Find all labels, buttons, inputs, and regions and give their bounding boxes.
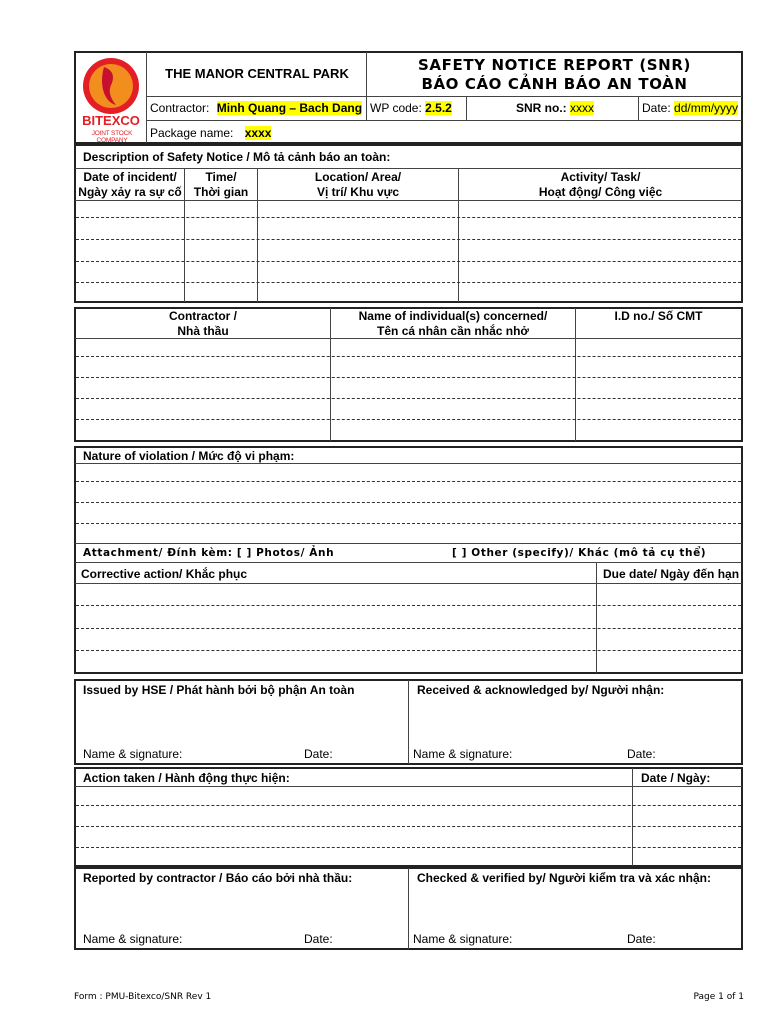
due-date-title: Due date/ Ngày đến hạn <box>603 567 740 581</box>
col-activity <box>459 170 742 200</box>
checked-date[interactable]: Date: <box>627 932 656 946</box>
received-by-title: Received & acknowledged by/ Người nhận: <box>417 683 665 697</box>
received-name-signature[interactable]: Name & signature: <box>413 747 513 761</box>
col-time-vi: Thời gian <box>193 185 249 199</box>
col-location-en: Location/ Area/ <box>314 170 402 184</box>
date-label: Date: <box>642 101 671 115</box>
corrective-row-line[interactable] <box>76 605 741 606</box>
col-contractor <box>76 309 330 339</box>
col-activity-en: Activity/ Task/ <box>560 170 641 184</box>
description-row-line[interactable] <box>76 261 741 262</box>
project-name: THE MANOR CENTRAL PARK <box>165 66 349 81</box>
issued-by-title: Issued by HSE / Phát hành bởi bộ phận An toàn <box>83 683 355 697</box>
logo-emblem <box>76 53 146 142</box>
col-contractor-en: Contractor / <box>168 309 237 323</box>
col-individual <box>331 309 575 339</box>
contractor-label: Contractor: <box>150 101 210 115</box>
received-date[interactable]: Date: <box>627 747 656 761</box>
action-row-line[interactable] <box>76 805 741 806</box>
date-value[interactable]: dd/mm/yyyy <box>674 101 739 115</box>
logo-brand-text: BITEXCO <box>82 113 140 128</box>
package-label: Package name: <box>150 126 234 140</box>
wp-code-value[interactable]: 2.5.2 <box>425 101 452 115</box>
col-contractor-vi: Nhà thầu <box>177 324 229 338</box>
col-location <box>258 170 458 200</box>
contractor-field <box>150 101 362 115</box>
snr-no-field <box>516 101 594 115</box>
package-field <box>150 126 271 140</box>
violation-row-line[interactable] <box>76 502 741 503</box>
contractor-value[interactable]: Minh Quang – Bach Dang <box>216 101 363 115</box>
date-field <box>642 101 738 115</box>
people-row-line[interactable] <box>76 377 741 378</box>
checked-by-title: Checked & verified by/ Người kiểm tra và xác nhận: <box>417 871 711 885</box>
corrective-action-title: Corrective action/ Khắc phục <box>81 567 248 581</box>
snr-no-value[interactable]: xxxx <box>570 101 595 115</box>
col-individual-vi: Tên cá nhân cần nhắc nhở <box>377 324 529 338</box>
checked-name-signature[interactable]: Name & signature: <box>413 932 513 946</box>
description-row-line[interactable] <box>76 217 741 218</box>
corrective-row-line[interactable] <box>76 650 741 651</box>
people-row-line[interactable] <box>76 419 741 420</box>
people-row-line[interactable] <box>76 356 741 357</box>
col-location-vi: Vị trí/ Khu vực <box>316 185 400 199</box>
col-time <box>185 170 257 200</box>
action-row-line[interactable] <box>76 826 741 827</box>
footer-form-code: Form : PMU-Bitexco/SNR Rev 1 <box>74 992 212 1002</box>
attachment-photos-option[interactable]: Attachment/ Đính kèm: [ ] Photos/ Ảnh <box>83 547 335 559</box>
action-row-line[interactable] <box>76 847 741 848</box>
logo-subtitle-text: JOINT STOCK COMPANY <box>91 130 133 144</box>
violation-title: Nature of violation / Mức độ vi phạm: <box>83 449 295 463</box>
wp-code-field <box>370 101 452 115</box>
col-date-incident-vi: Ngày xảy ra sự cố <box>78 185 182 199</box>
report-title-vi: BÁO CÁO CẢNH BÁO AN TOÀN <box>421 75 688 93</box>
description-row-line[interactable] <box>76 239 741 240</box>
reported-name-signature[interactable]: Name & signature: <box>83 932 183 946</box>
company-logo <box>76 53 146 142</box>
description-row-line[interactable] <box>76 282 741 283</box>
description-title: Description of Safety Notice / Mô tả cảnh báo an toàn: <box>83 150 391 164</box>
snr-no-label: SNR no.: <box>516 101 567 115</box>
reported-date[interactable]: Date: <box>304 932 333 946</box>
attachment-other-option[interactable]: [ ] Other (specify)/ Khác (mô tả cụ thể) <box>452 547 707 559</box>
footer-page-number: Page 1 of 1 <box>693 992 744 1002</box>
people-row-line[interactable] <box>76 398 741 399</box>
issued-date[interactable]: Date: <box>304 747 333 761</box>
col-activity-vi: Hoạt động/ Công việc <box>538 185 663 199</box>
action-date-title: Date / Ngày: <box>641 771 711 785</box>
corrective-row-line[interactable] <box>76 628 741 629</box>
issued-name-signature[interactable]: Name & signature: <box>83 747 183 761</box>
package-value[interactable]: xxxx <box>244 126 272 140</box>
reported-by-title: Reported by contractor / Báo cáo bởi nhà thầu: <box>83 871 353 885</box>
violation-row-line[interactable] <box>76 481 741 482</box>
wp-code-label: WP code: <box>370 101 422 115</box>
col-time-en: Time/ <box>205 170 237 184</box>
report-title-en: SAFETY NOTICE REPORT (SNR) <box>418 56 691 74</box>
violation-row-line[interactable] <box>76 523 741 524</box>
col-date-incident-en: Date of incident/ <box>83 170 177 184</box>
col-individual-en: Name of individual(s) concerned/ <box>358 309 548 323</box>
col-id-no: I.D no./ Số CMT <box>614 309 703 323</box>
col-date-incident <box>76 170 184 200</box>
action-taken-title: Action taken / Hành động thực hiện: <box>83 771 290 785</box>
